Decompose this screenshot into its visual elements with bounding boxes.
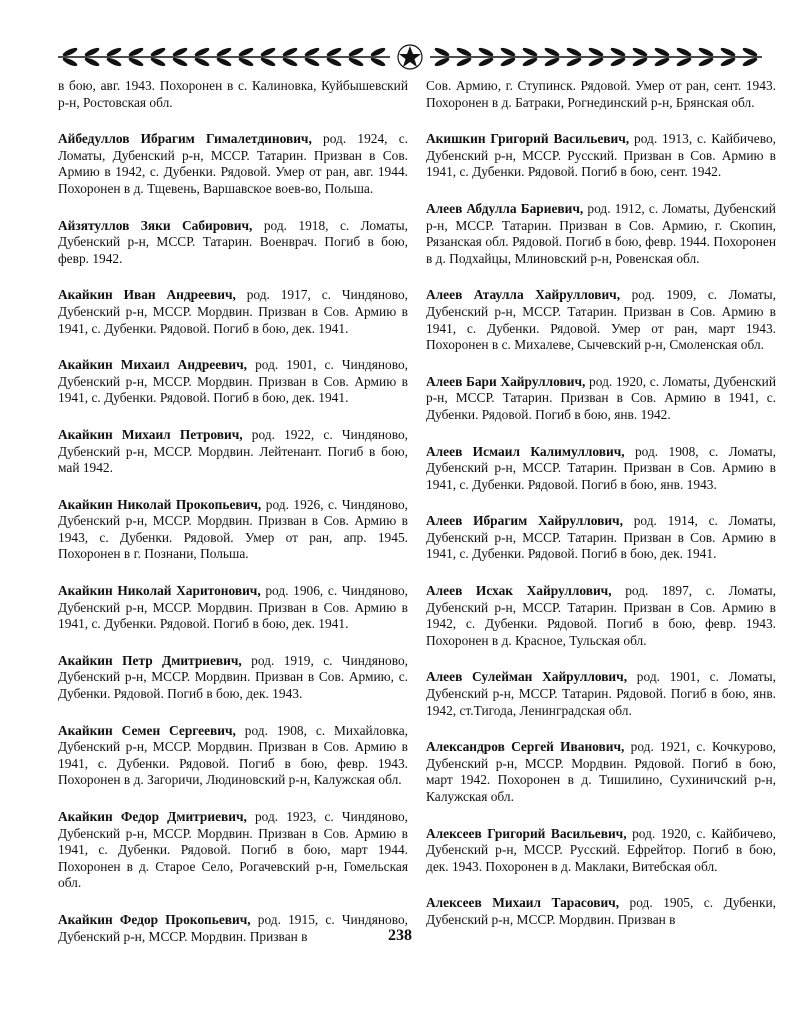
laurel-leaf-icon: [588, 56, 605, 67]
laurel-leaf-icon: [304, 56, 321, 67]
memorial-entry: [58, 287, 408, 337]
laurel-leaf-icon: [62, 56, 79, 67]
laurel-leaf-icon: [566, 56, 583, 67]
laurel-leaf-icon: [238, 56, 255, 67]
laurel-leaf-icon: [370, 56, 387, 67]
laurel-leaf-icon: [172, 46, 189, 57]
laurel-leaf-icon: [106, 46, 123, 57]
laurel-leaf-icon: [544, 56, 561, 67]
memorial-entry: [426, 374, 776, 424]
laurel-leaf-icon: [434, 46, 451, 57]
entry-text: род. 1897, с. Ломаты, Дубенский р-н, МССР. Татарин. Призван в Сов. Армию в 1942, с. Дубенки. Рядовой. Погиб в бою, февр. 1943. Похоронен в д. Красное, Тульская обл.: [426, 583, 776, 648]
laurel-leaf-icon: [456, 56, 473, 67]
entry-text: род. 1924, с. Ломаты, Дубенский р-н, МССР. Татарин. Призван в Сов. Армию в 1942, с. Дубенки. Рядовой. Умер от ран, авг. 1944. Похоронен в д. Тщевень, Варшавское воев-во, Польша.: [58, 131, 408, 196]
memorial-entry: [426, 78, 776, 111]
memorial-entry: [58, 78, 408, 111]
entry-name: Алексеев Григорий Васильевич,: [426, 825, 627, 841]
laurel-leaf-icon: [370, 46, 387, 57]
entry-text: род. 1901, с. Ломаты, Дубенский р-н, МССР. Татарин. Рядовой. Погиб в бою, янв. 1942, ст.Тигода, Ленинградская обл.: [426, 669, 776, 718]
laurel-leaf-icon: [478, 46, 495, 57]
laurel-leaf-icon: [698, 46, 715, 57]
right-column: [426, 78, 776, 949]
entry-name: Айбедуллов Ибрагим Гималетдинович,: [58, 131, 312, 147]
laurel-leaf-icon: [348, 56, 365, 67]
entry-name: Акайкин Петр Дмитриевич,: [58, 652, 242, 668]
laurel-leaf-icon: [84, 56, 101, 67]
entry-name: Алеев Исмаил Калимуллович,: [426, 443, 625, 459]
laurel-leaf-icon: [698, 56, 715, 67]
memorial-entry: [426, 739, 776, 805]
entry-text: род. 1920, с. Кайбичево, Дубенский р-н, МССР. Русский. Ефрейтор. Погиб в бою, дек. 1943. Похоронен в д. Маклаки, Витебская обл.: [426, 825, 776, 874]
memorial-entry: [58, 723, 408, 789]
laurel-leaf-icon: [128, 46, 145, 57]
entry-text: род. 1913, с. Кайбичево, Дубенский р-н, МССР. Русский. Призван в Сов. Армию в 1941, с. Дубенки. Рядовой. Погиб в бою, сент. 1942.: [426, 131, 776, 180]
laurel-leaf-icon: [522, 56, 539, 67]
memorial-entry: [58, 427, 408, 477]
laurel-leaf-icon: [172, 56, 189, 67]
laurel-star-ornament: [50, 44, 770, 70]
laurel-leaf-icon: [106, 56, 123, 67]
laurel-leaf-icon: [282, 46, 299, 57]
memorial-entry: [58, 218, 408, 268]
memorial-entry: [58, 653, 408, 703]
entry-text: в бою, авг. 1943. Похоронен в с. Калиновка, Куйбышевский р-н, Ростовская обл.: [58, 78, 408, 110]
laurel-leaf-icon: [150, 56, 167, 67]
memorial-entry: [426, 583, 776, 649]
memorial-entry: [426, 444, 776, 494]
laurel-leaf-icon: [676, 46, 693, 57]
entry-name: Айзятуллов Зяки Сабирович,: [58, 217, 253, 233]
laurel-leaf-icon: [150, 46, 167, 57]
laurel-leaf-icon: [282, 56, 299, 67]
memorial-entry: [426, 513, 776, 563]
entry-text: род. 1912, с. Ломаты, Дубенский р-н, МССР. Татарин. Призван в Сов. Армию, г. Скопин, Рязанская обл. Рядовой. Погиб в бою, февр. 1944. Похоронен в д. Подхайцы, Млиновский р-н, Ровенская обл.: [426, 200, 776, 266]
laurel-leaf-icon: [544, 46, 561, 57]
laurel-leaf-icon: [588, 46, 605, 57]
memorial-entry: [58, 357, 408, 407]
entry-name: Алеев Абдулла Бариевич,: [426, 200, 584, 216]
memorial-entry: [426, 895, 776, 928]
memorial-entry: [426, 669, 776, 719]
laurel-leaf-icon: [84, 46, 101, 57]
entry-name: Алеев Ибрагим Хайруллович,: [426, 513, 623, 529]
laurel-leaf-icon: [500, 56, 517, 67]
laurel-leaf-icon: [500, 46, 517, 57]
entry-text: Сов. Армию, г. Ступинск. Рядовой. Умер от ран, сент. 1943. Похоронен в д. Батраки, Рогнединский р-н, Брянская обл.: [426, 78, 776, 110]
laurel-leaf-icon: [632, 56, 649, 67]
entry-text: род. 1915, с. Чиндяново, Дубенский р-н, МССР. Мордвин. Призван в: [58, 911, 408, 944]
entry-name: Акайкин Николай Прокопьевич,: [58, 496, 262, 512]
memorial-entry: [426, 826, 776, 876]
entry-name: Акайкин Михаил Петрович,: [58, 426, 243, 442]
entry-name: Акайкин Николай Харитонович,: [58, 583, 261, 599]
entry-text: род. 1917, с. Чиндяново, Дубенский р-н, МССР. Мордвин. Призван в Сов. Армию в 1941, с. Дубенки. Рядовой. Погиб в бою, дек. 1941.: [58, 287, 408, 336]
laurel-leaf-icon: [742, 46, 759, 57]
entry-name: Алексеев Михаил Тарасович,: [426, 895, 620, 911]
entry-text: род. 1919, с. Чиндяново, Дубенский р-н, МССР. Мордвин. Призван в Сов. Армию, с. Дубенки. Рядовой. Погиб в бою, дек. 1943.: [58, 652, 408, 702]
memorial-entry: [58, 131, 408, 197]
entry-name: Алеев Исхак Хайруллович,: [426, 583, 612, 599]
entry-name: Акайкин Федор Прокопьевич,: [58, 911, 251, 927]
entry-name: Алеев Атаулла Хайруллович,: [426, 287, 621, 303]
left-column: [58, 78, 408, 965]
laurel-leaf-icon: [348, 46, 365, 57]
laurel-leaf-icon: [260, 46, 277, 57]
memorial-entry: [426, 287, 776, 353]
laurel-leaf-icon: [434, 56, 451, 67]
memorial-entry: [58, 583, 408, 633]
laurel-leaf-icon: [326, 46, 343, 57]
entry-text: род. 1914, с. Ломаты, Дубенский р-н, МССР. Татарин. Призван в Сов. Армию в 1941, с. Дубенки. Рядовой. Погиб в бою, дек. 1941.: [426, 513, 776, 562]
laurel-leaf-icon: [720, 46, 737, 57]
laurel-leaf-icon: [654, 46, 671, 57]
entry-name: Акайкин Семен Сергеевич,: [58, 722, 236, 738]
entry-name: Александров Сергей Иванович,: [426, 739, 625, 755]
laurel-leaf-icon: [720, 56, 737, 67]
entry-text: род. 1905, с. Дубенки, Дубенский р-н, МССР. Мордвин. Призван в: [426, 895, 776, 927]
laurel-leaf-icon: [194, 46, 211, 57]
entry-text: род. 1918, с. Ломаты, Дубенский р-н, МССР. Татарин. Военврач. Погиб в бою, февр. 1942.: [58, 217, 409, 266]
laurel-leaf-icon: [742, 56, 759, 67]
entry-name: Акайкин Михаил Андреевич,: [58, 357, 248, 373]
laurel-leaf-icon: [676, 56, 693, 67]
entry-text: род. 1923, с. Чиндяново, Дубенский р-н, МССР. Мордвин. Призван в Сов. Армию в 1941, с. Дубенки. Рядовой. Погиб в бою, март 1944. Похоронен в д. Старое Село, Рогачевский р-н, Гомельская обл.: [58, 809, 408, 891]
entry-name: Акайкин Федор Дмитриевич,: [58, 809, 247, 824]
laurel-leaf-icon: [478, 56, 495, 67]
entry-text: род. 1920, с. Ломаты, Дубенский р-н, МССР. Татарин. Призван в Сов. Армию в 1941, с. Дубенки. Рядовой. Погиб в бою, янв. 1942.: [426, 373, 776, 422]
entry-name: Акайкин Иван Андреевич,: [58, 287, 236, 303]
laurel-leaf-icon: [610, 46, 627, 57]
laurel-leaf-icon: [62, 46, 79, 57]
laurel-leaf-icon: [326, 56, 343, 67]
entry-text: род. 1908, с. Михайловка, Дубенский р-н, МССР. Мордвин. Призван в Сов. Армию в 1941, с. Дубенки. Рядовой. Погиб в бою, февр. 1943. Похоронен в д. Загоричи, Людиновский р-н, Калужская обл.: [58, 722, 408, 788]
laurel-leaf-icon: [128, 56, 145, 67]
laurel-leaf-icon: [216, 56, 233, 67]
laurel-leaf-icon: [238, 46, 255, 57]
entry-text: род. 1908, с. Ломаты, Дубенский р-н, МССР. Татарин. Призван в Сов. Армию в 1941, с. Дубенки. Рядовой. Погиб в бою, янв. 1943.: [426, 443, 776, 492]
laurel-leaf-icon: [610, 56, 627, 67]
entry-text: род. 1901, с. Чиндяново, Дубенский р-н, МССР. Мордвин. Призван в Сов. Армию в 1941, с. Дубенки. Рядовой. Погиб в бою, дек. 1941.: [58, 357, 408, 406]
laurel-leaf-icon: [216, 46, 233, 57]
entry-text: род. 1922, с. Чиндяново, Дубенский р-н, МССР. Мордвин. Лейтенант. Погиб в бою, май 1942.: [58, 426, 408, 476]
laurel-leaf-icon: [566, 46, 583, 57]
memorial-entry: [426, 201, 776, 267]
memorial-entry: [58, 809, 408, 892]
entry-text: род. 1926, с. Чиндяново, Дубенский р-н, МССР. Мордвин. Призван в Сов. Армию в 1943, с. Дубенки. Рядовой. Умер от ран, апр. 1945. Похоронен в г. Познани, Польша.: [58, 496, 408, 562]
memorial-entry: [58, 497, 408, 563]
laurel-leaf-icon: [304, 46, 321, 57]
entry-text: род. 1921, с. Кочкурово, Дубенский р-н, МССР. Мордвин. Рядовой. Погиб в бою, март 1942. Похоронен в д. Тишилино, Сухиничский р-н, Калужская обл.: [426, 739, 776, 804]
entry-name: Алеев Бари Хайруллович,: [426, 373, 586, 389]
page-number: 238: [388, 927, 412, 944]
entry-text: род. 1909, с. Ломаты, Дубенский р-н, МССР. Татарин. Призван в Сов. Армию в 1941, с. Дубенки. Рядовой. Умер от ран, март 1943. Похоронен в с. Михалеве, Сычевский р-н, Смоленская обл.: [426, 287, 776, 353]
laurel-leaf-icon: [194, 56, 211, 67]
entry-name: Алеев Сулейман Хайруллович,: [426, 669, 628, 685]
entry-text: род. 1906, с. Чиндяново, Дубенский р-н, МССР. Мордвин. Призван в Сов. Армию в 1941, с. Дубенки. Рядовой. Погиб в бою, дек. 1941.: [58, 583, 408, 632]
laurel-leaf-icon: [456, 46, 473, 57]
laurel-leaf-icon: [654, 56, 671, 67]
laurel-leaf-icon: [522, 46, 539, 57]
laurel-leaf-icon: [260, 56, 277, 67]
laurel-leaf-icon: [632, 46, 649, 57]
memorial-entry: [426, 131, 776, 181]
entry-name: Акишкин Григорий Васильевич,: [426, 131, 630, 147]
